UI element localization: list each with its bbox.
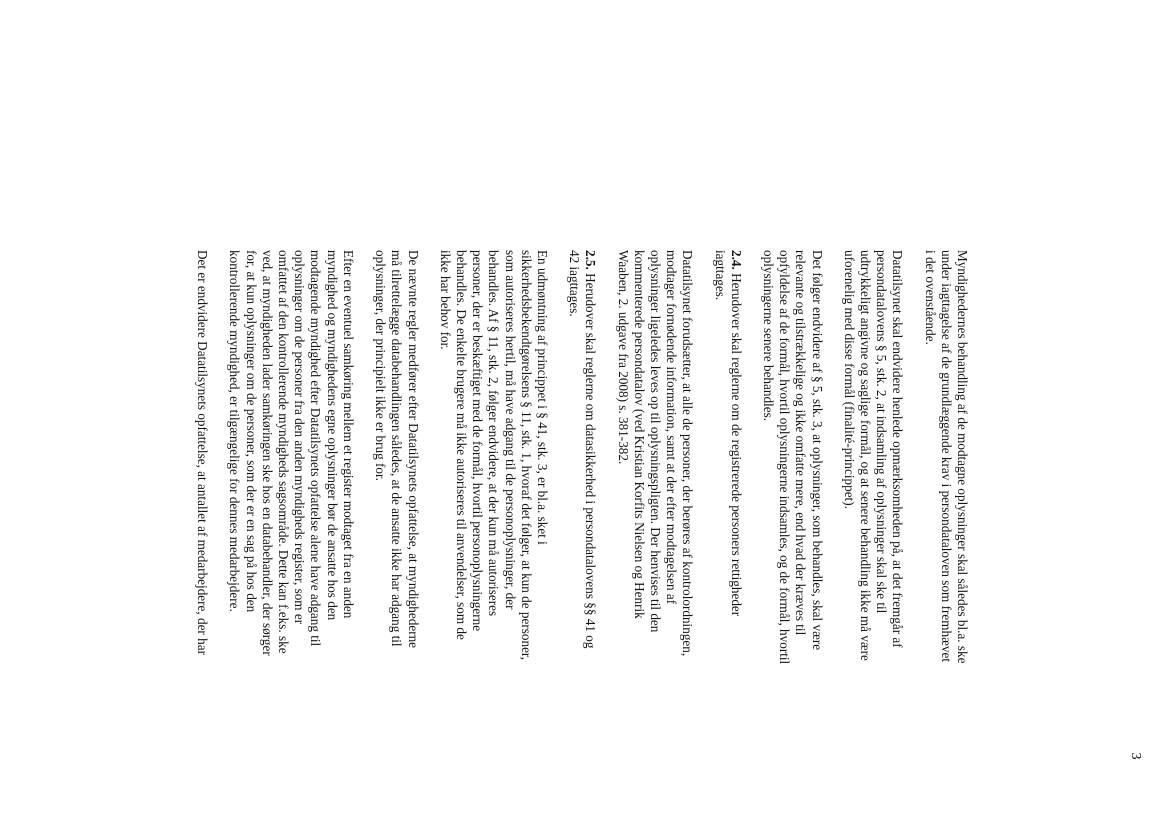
text-line: må tilrettelægge databehandlingen således, at de ansatte ikke har adgang til (389, 250, 405, 647)
text-line: som autoriseres hertil, må have adgang til de personoplysninger, der (502, 250, 518, 610)
text-line: myndighed og myndighedens egne oplysninger bør de ansatte hos den (324, 250, 340, 621)
text-line: kontrollerende myndighed, er tilgængelige for dennes medarbejdere. (227, 250, 243, 612)
paragraph-5 (614, 250, 695, 750)
text-line: iagttages. (712, 250, 728, 301)
text-line: for, at kun oplysninger om de personer, som der er en sag på hos den (243, 250, 259, 613)
text-line: sikkerhedsbekendtgørelsens § 11, stk. 1, hvoraf det følger, at kun de personer, (518, 250, 534, 661)
text-line: modtager fornødende information, samt at der efter modtagelsen af (664, 250, 680, 605)
text-line: uforenelig med disse formål (finalité-princippet). (841, 250, 857, 509)
text-line: Datatilsynet skal endvidere henlede opmærksomheden på, at det fremgår af (890, 250, 906, 648)
text-line (728, 250, 744, 750)
text-line: Datatilsynet forudsætter, at alle de personer, der berøres af kontrolordningen, (680, 250, 696, 657)
paragraph-1 (921, 250, 970, 750)
text-line: modtagende myndighed efter Datatilsynets opfattelse alene have adgang til (308, 250, 324, 647)
text-line: kommenterede persondatalov (ved Kristian Korfits Nielsen og Henrik (631, 250, 647, 619)
paragraph-7 (437, 250, 550, 750)
text-line (582, 250, 598, 750)
body-text (70, 250, 970, 750)
text-line: De nævnte regler medfører efter Datatilsynets opfattelse, at myndighederne (405, 250, 421, 649)
text-line: oplysningerne senere behandles. (760, 250, 776, 422)
section-2-4 (711, 250, 743, 750)
text-line: persondatalovens § 5, stk. 2, at indsamling af oplysninger skal ske til (874, 250, 890, 614)
text-line: udtrykkeligt angivne og saglige formål, og at senere behandling ikke må være (857, 250, 873, 661)
text-line: i det ovenstående. (922, 250, 938, 345)
text-line: Det er endvidere Datatilsynets opfattelse, at antallet af medarbejdere, der har (195, 250, 211, 655)
section-2-5 (566, 250, 598, 750)
text-line: personer, der er beskæftiget med de formål, hvortil personoplysningerne (470, 250, 486, 632)
text-line: relevante og tilstrækkelige og ikke omfatte mere, end hvad der kræves til (793, 250, 809, 636)
text-fragment: Herudover skal reglerne om de registrerede personers rettigheder (728, 273, 744, 617)
text-line: 42 iagttages. (567, 250, 583, 317)
paragraph-10 (194, 250, 210, 750)
text-line: Waaben, 2. udgave fra 2008) s. 381-382. (615, 250, 631, 465)
text-line: opfyldelse af de formål, hvortil oplysningerne indsamles, og de formål, hvortil (777, 250, 793, 665)
text-line: oplysninger om de personer fra den anden myndigheds register, som er (292, 250, 308, 625)
paragraph-2 (841, 250, 906, 750)
section-number: 2.4. (728, 250, 744, 270)
text-line: omfattet af den kontrollerende myndigheds sagsområde. Dette kan f.eks. ske (276, 250, 292, 654)
text-line: ved, at myndigheden lader samkøringen ske hos en databehandler, der sørger (259, 250, 275, 656)
text-line: behandles. Af § 11, stk. 2, følger endvidere, at der kun må autoriseres (486, 250, 502, 617)
text-line: behandles. De enkelte brugere må ikke autoriseres til anvendelser, som de (453, 250, 469, 640)
text-line: Myndighedernes behandling af de modtagne oplysninger skal således bl.a. ske (955, 250, 970, 664)
page-number: 3 (1128, 752, 1143, 760)
text-line: En udmøntning af princippet i § 41, stk. 3, er bl.a. sket i (534, 250, 550, 545)
text-line: under iagttagelse af de grundlæggende krav i persondataloven som fremhævet (938, 250, 954, 662)
paragraph-8 (372, 250, 421, 750)
text-line: oplysninger, der principielt ikke er brug for. (373, 250, 389, 481)
paragraph-9 (226, 250, 356, 750)
section-number: 2.5. (583, 250, 599, 270)
paragraph-3 (760, 250, 825, 750)
text-line: oplysninger ligeledes leves op til oplysningspligten. Der henvises til den (647, 250, 663, 633)
text-line: ikke har behov for. (437, 250, 453, 350)
text-fragment: Herudover skal reglerne om datasikkerhed i persondatalovens §§ 41 og (583, 273, 599, 649)
text-line: Det følger endvidere af § 5, stk. 3, at oplysninger, som behandles, skal være (809, 250, 825, 651)
text-line: Efter en eventuel samkøring mellem et register modtaget fra en anden (340, 250, 356, 619)
